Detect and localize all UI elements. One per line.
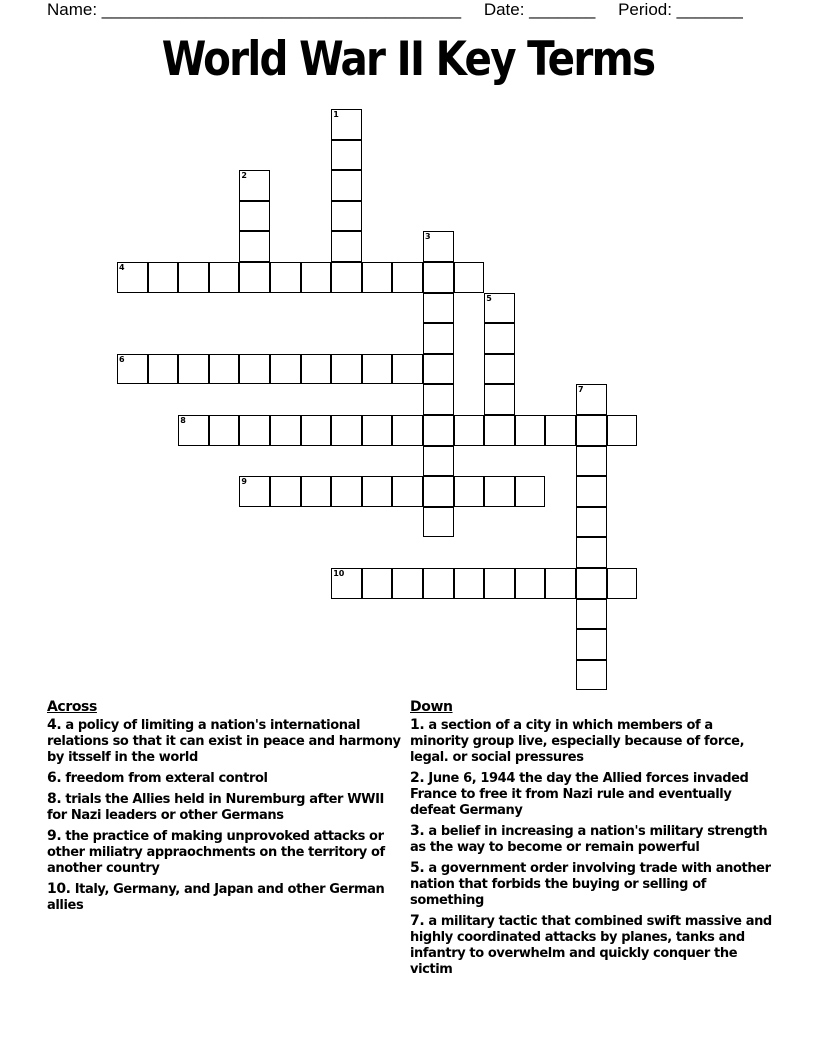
crossword-cell[interactable] (362, 354, 393, 385)
crossword-cell[interactable] (331, 109, 362, 140)
clue-number: 5. (410, 860, 425, 876)
down-clue (410, 770, 775, 819)
across-clue (47, 717, 407, 766)
crossword-cell[interactable] (392, 476, 423, 507)
crossword-cell[interactable] (576, 415, 607, 446)
crossword-cell[interactable] (576, 629, 607, 660)
crossword-cell[interactable] (454, 568, 485, 599)
crossword-cell[interactable] (484, 384, 515, 415)
crossword-cell[interactable] (362, 262, 393, 293)
name-field-label[interactable]: Name: ______________________________________ (47, 0, 462, 19)
crossword-cell[interactable] (301, 354, 332, 385)
crossword-cell[interactable] (117, 262, 148, 293)
clue-number: 8. (47, 791, 62, 807)
clue-text: a military tactic that combined swift massive and highly coordinated attacks by planes, tanks and infantry to overwhelm and quickly conquer the victim (410, 914, 772, 977)
crossword-cell[interactable] (178, 262, 209, 293)
crossword-cell[interactable] (484, 293, 515, 324)
crossword-cell[interactable] (148, 354, 179, 385)
crossword-cell[interactable] (392, 415, 423, 446)
crossword-cell[interactable] (331, 415, 362, 446)
crossword-cell[interactable] (484, 476, 515, 507)
clue-text: a section of a city in which members of a minority group live, especially because of force, legal. or social pressures (410, 718, 745, 765)
crossword-cell[interactable] (423, 293, 454, 324)
across-clue (47, 881, 407, 914)
crossword-cell[interactable] (545, 568, 576, 599)
across-clue (47, 791, 407, 824)
crossword-cell[interactable] (301, 415, 332, 446)
clue-number: 2. (410, 770, 425, 786)
clue-text: June 6, 1944 the day the Allied forces invaded France to free it from Nazi rule and eventually defeat Germany (410, 771, 749, 818)
crossword-cell[interactable] (545, 415, 576, 446)
clue-number: 1. (410, 717, 425, 733)
crossword-cell[interactable] (239, 262, 270, 293)
crossword-cell[interactable] (331, 231, 362, 262)
crossword-cell[interactable] (423, 262, 454, 293)
crossword-cell[interactable] (423, 568, 454, 599)
crossword-cell[interactable] (209, 415, 240, 446)
clue-text: freedom from exteral control (61, 771, 268, 786)
crossword-cell[interactable] (423, 507, 454, 538)
cell-number: 8 (180, 416, 186, 425)
crossword-cell[interactable] (484, 415, 515, 446)
crossword-cell[interactable] (607, 415, 638, 446)
crossword-cell[interactable] (270, 476, 301, 507)
across-clue (47, 770, 407, 787)
clue-text: trials the Allies held in Nuremburg after WWII for Nazi leaders or other Germans (47, 792, 384, 823)
cell-number: 7 (578, 385, 584, 395)
crossword-cell[interactable] (239, 231, 270, 262)
crossword-cell[interactable] (423, 415, 454, 446)
crossword-cell[interactable] (239, 201, 270, 232)
crossword-cell[interactable] (331, 201, 362, 232)
crossword-cell[interactable] (423, 476, 454, 507)
date-field-label[interactable]: Date: _______ (483, 0, 596, 19)
crossword-cell[interactable] (576, 568, 607, 599)
cell-number: 2 (241, 171, 247, 181)
crossword-cell[interactable] (607, 568, 638, 599)
across-clues (47, 699, 407, 918)
down-clue (410, 860, 775, 909)
crossword-cell[interactable] (576, 507, 607, 538)
crossword-cell[interactable] (209, 354, 240, 385)
cell-number: 1 (333, 110, 339, 119)
crossword-cell[interactable] (239, 170, 270, 201)
crossword-cell[interactable] (454, 476, 485, 507)
clue-text: Italy, Germany, and Japan and other German allies (47, 882, 385, 913)
clue-number: 4. (47, 717, 62, 733)
crossword-cell[interactable] (331, 262, 362, 293)
down-clues (410, 699, 775, 982)
crossword-cell[interactable] (576, 476, 607, 507)
clue-number: 7. (410, 913, 425, 929)
clue-text: a policy of limiting a nation's international relations so that it can exist in peace and harmony by itsself in the world (47, 718, 401, 765)
crossword-cell[interactable] (484, 568, 515, 599)
crossword-cell[interactable] (331, 140, 362, 171)
crossword-cell[interactable] (423, 446, 454, 477)
crossword-cell[interactable] (392, 568, 423, 599)
crossword-cell[interactable] (576, 446, 607, 477)
page-title: World War II Key Terms (161, 32, 655, 87)
crossword-cell[interactable] (178, 354, 209, 385)
crossword-cell[interactable] (576, 660, 607, 691)
crossword-cell[interactable] (239, 354, 270, 385)
crossword-cell[interactable] (423, 384, 454, 415)
crossword-cell[interactable] (331, 170, 362, 201)
crossword-cell[interactable] (423, 354, 454, 385)
cell-number: 3 (425, 232, 431, 242)
crossword-cell[interactable] (301, 476, 332, 507)
crossword-cell[interactable] (301, 262, 332, 293)
cell-number: 9 (241, 477, 247, 487)
crossword-cell[interactable] (484, 323, 515, 354)
clue-number: 9. (47, 828, 62, 844)
down-clue (410, 823, 775, 856)
crossword-cell[interactable] (270, 262, 301, 293)
crossword-cell[interactable] (117, 354, 148, 385)
down-clue (410, 717, 775, 766)
crossword-cell[interactable] (484, 354, 515, 385)
crossword-cell[interactable] (392, 354, 423, 385)
clue-number: 3. (410, 823, 425, 839)
crossword-cell[interactable] (362, 415, 393, 446)
crossword-cell[interactable] (515, 476, 546, 507)
clue-number: 6. (47, 770, 62, 786)
down-clue (410, 913, 775, 978)
crossword-cell[interactable] (331, 476, 362, 507)
crossword-cell[interactable] (239, 476, 270, 507)
crossword-cell[interactable] (576, 537, 607, 568)
crossword-cell[interactable] (576, 384, 607, 415)
crossword-cell[interactable] (423, 231, 454, 262)
down-heading: Down (410, 699, 453, 715)
clue-text: a belief in increasing a nation's military strength as the way to become or remain powerful (410, 824, 768, 855)
crossword-cell[interactable] (362, 476, 393, 507)
across-heading: Across (47, 699, 97, 715)
crossword-cell[interactable] (178, 415, 209, 446)
crossword-cell[interactable] (423, 323, 454, 354)
crossword-cell[interactable] (392, 262, 423, 293)
crossword-cell[interactable] (362, 568, 393, 599)
cell-number: 4 (119, 263, 125, 272)
crossword-cell[interactable] (331, 354, 362, 385)
crossword-cell[interactable] (239, 415, 270, 446)
crossword-cell[interactable] (270, 354, 301, 385)
crossword-cell[interactable] (454, 262, 485, 293)
cell-number: 10 (333, 569, 345, 578)
clue-text: a government order involving trade with another nation that forbids the buying or selling of something (410, 861, 771, 908)
period-field-label[interactable]: Period: _______ (618, 0, 743, 19)
crossword-cell[interactable] (515, 415, 546, 446)
crossword-cell[interactable] (515, 568, 546, 599)
crossword-cell[interactable] (148, 262, 179, 293)
clue-text: the practice of making unprovoked attacks or other miliatry appraochments on the territory of another country (47, 829, 385, 876)
cell-number: 5 (486, 293, 492, 303)
crossword-cell[interactable] (454, 415, 485, 446)
crossword-cell[interactable] (576, 599, 607, 630)
cell-number: 6 (119, 354, 125, 364)
crossword-cell[interactable] (209, 262, 240, 293)
clue-number: 10. (47, 881, 71, 897)
across-clue (47, 828, 407, 877)
crossword-cell[interactable] (331, 568, 362, 599)
crossword-cell[interactable] (270, 415, 301, 446)
